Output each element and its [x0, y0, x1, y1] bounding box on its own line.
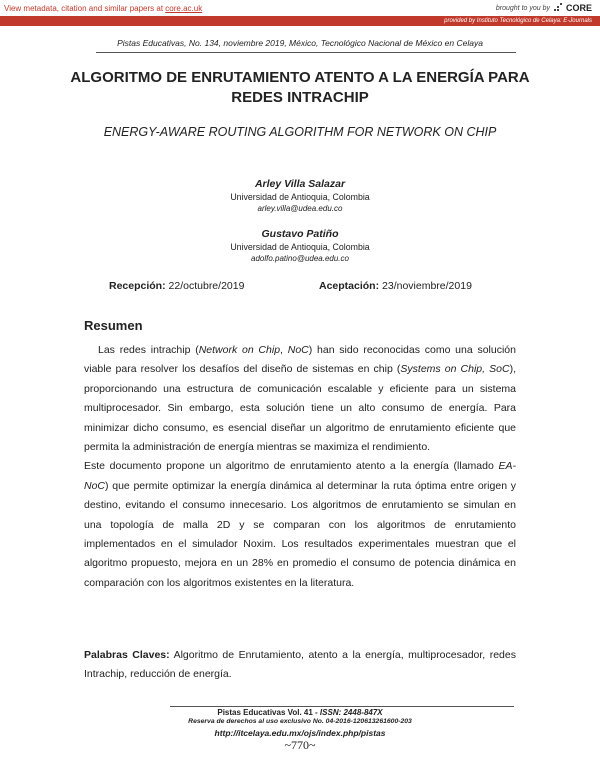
author-name: Arley Villa Salazar: [254, 178, 346, 190]
author-email[interactable]: arley.villa@udea.edu.co: [257, 204, 343, 213]
received-label: Recepción:: [109, 280, 166, 292]
core-brand: [496, 3, 592, 13]
core-brand-label: CORE: [565, 3, 592, 13]
footer-issn: ISSN: 2448-847X: [319, 708, 383, 717]
footer-url[interactable]: http://itcelaya.edu.mx/ojs/index.php/pistas: [214, 728, 386, 738]
page-number: ~770~: [284, 738, 316, 752]
abstract-paragraph-1: Las redes intrachip (Network on Chip, NoC) han sido reconocidas como una solución viable para resolver los desafíos del diseño de sistemas en chip (Systems on Chip, SoC), proporcionando una estructura de comunicación escalable y eficiente para un sistema multiprocesador. Sin embargo, esta solución tiene un alto consumo de energía. Para minimizar dicho consumo, es esencial diseñar un algoritmo de enrutamiento eficiente que permita la administración de energía mientras se maximiza el rendimiento.: [84, 344, 516, 454]
footer-journal: [0, 708, 600, 717]
footer-journal-volume: Pistas Educativas Vol. 41: [217, 708, 313, 717]
paper-title-spanish: ALGORITMO DE ENRUTAMIENTO ATENTO A LA ENERGÍA PARA REDES INTRACHIP: [70, 69, 530, 106]
author-name: Gustavo Patiño: [261, 228, 339, 240]
keywords: [84, 646, 516, 685]
journal-header: Pistas Educativas, No. 134, noviembre 2019, México, Tecnológico Nacional de México en Celaya: [117, 38, 483, 48]
accepted-value: 23/noviembre/2019: [382, 280, 472, 292]
author-institution: Universidad de Antioquia, Colombia: [230, 192, 370, 202]
footer-reserve: Reserva de derechos al uso exclusivo No. 04-2016-120613261600-203: [188, 718, 412, 725]
abstract-heading: Resumen: [84, 318, 143, 333]
author-email[interactable]: adolfo.patino@udea.edu.co: [251, 254, 349, 263]
provided-by-text[interactable]: provided by Instituto Tecnológico de Celaya: E-Journals: [444, 18, 592, 24]
abstract-paragraph-2: Este documento propone un algoritmo de enrutamiento atento a la energía (llamado EA-NoC) que permite optimizar la energía dinámica al determinar la ruta óptima entre origen y destino, evitando el consumo innecesario. Los algoritmos de enrutamiento se simulan en una topología de malla 2D y se comparan con los algoritmos de enrutamiento implementados en el simulador Noxim. Los resultados experimentales muestran que el algoritmo propuesto, mejora en un 28% en promedio el consumo de potencia dinámica en comparación con los algoritmos existentes en la literatura.: [84, 460, 516, 589]
header-divider: [96, 52, 516, 53]
abstract-body: [84, 341, 516, 593]
core-link-site[interactable]: core.ac.uk: [165, 4, 203, 13]
accepted-label: Aceptación:: [319, 280, 380, 292]
core-logo-icon: [554, 3, 564, 13]
received-value: 22/octubre/2019: [168, 280, 245, 292]
footer-divider: [170, 706, 514, 707]
brought-by-text: brought to you by: [495, 4, 550, 12]
core-banner: [0, 0, 600, 26]
author-institution: Universidad de Antioquia, Colombia: [230, 242, 370, 252]
paper-title-english: ENERGY-AWARE ROUTING ALGORITHM FOR NETWORK ON CHIP: [103, 125, 497, 139]
keywords-value: Algoritmo de Enrutamiento, atento a la energía, multiprocesador, redes Intrachip, reducción de energía.: [84, 649, 516, 681]
author-2: [0, 227, 600, 264]
keywords-label: Palabras Claves:: [84, 649, 170, 661]
accepted-date: [319, 280, 472, 292]
core-metadata-link[interactable]: [4, 4, 202, 13]
core-logo[interactable]: [554, 3, 592, 13]
received-date: [109, 280, 244, 292]
footer-separator: -: [312, 708, 320, 717]
author-1: [0, 177, 600, 214]
provided-by-bar: [0, 16, 600, 26]
core-link-prefix: View metadata, citation and similar papers at: [4, 4, 166, 13]
